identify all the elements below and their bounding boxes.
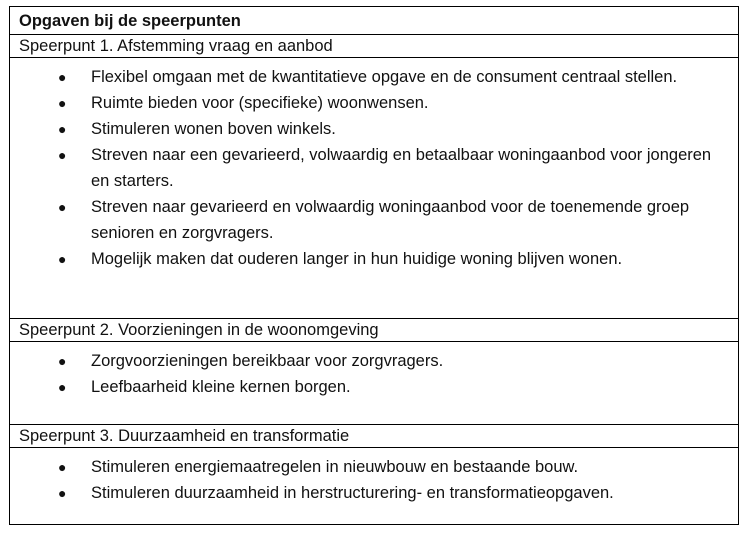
bullet-icon: ●: [58, 199, 67, 215]
list-item-text: Streven naar gevarieerd en volwaardig woningaanbod voor de toenemende groep senioren en zorgvragers.: [91, 198, 690, 242]
list-item: [10, 454, 738, 480]
bullet-icon: ●: [58, 353, 67, 369]
bullet-icon: ●: [58, 95, 67, 111]
bullet-icon: ●: [58, 69, 67, 85]
list-item-text: Mogelijk maken dat ouderen langer in hun huidige woning blijven wonen.: [91, 250, 623, 268]
list-item: [10, 142, 738, 194]
table-title: Opgaven bij de speerpunten: [10, 7, 738, 35]
bullet-icon: ●: [58, 459, 67, 475]
bullet-list-3: [10, 454, 738, 506]
list-item: [10, 374, 738, 400]
section-body-3: [10, 448, 738, 524]
bullet-icon: ●: [58, 379, 67, 395]
list-item: [10, 64, 738, 90]
list-item: [10, 348, 738, 374]
bullet-icon: ●: [58, 147, 67, 163]
list-item-text: Stimuleren wonen boven winkels.: [91, 120, 336, 138]
list-item-text: Leefbaarheid kleine kernen borgen.: [91, 378, 351, 396]
list-item-text: Ruimte bieden voor (specifieke) woonwensen.: [91, 94, 429, 112]
list-item: [10, 246, 738, 272]
list-item: [10, 116, 738, 142]
bullet-icon: ●: [58, 251, 67, 267]
bullet-icon: ●: [58, 485, 67, 501]
list-item-text: Streven naar een gevarieerd, volwaardig en betaalbaar woningaanbod voor jongeren en starters.: [91, 146, 712, 190]
section-body-1: [10, 58, 738, 319]
speerpunten-table: [9, 6, 739, 525]
bullet-list-2: [10, 348, 738, 400]
bullet-list-1: [10, 64, 738, 272]
section-body-2: [10, 342, 738, 425]
list-item-text: Flexibel omgaan met de kwantitatieve opgave en de consument centraal stellen.: [91, 68, 678, 86]
list-item-text: Stimuleren energiemaatregelen in nieuwbouw en bestaande bouw.: [91, 458, 579, 476]
list-item: [10, 194, 738, 246]
list-item: [10, 480, 738, 506]
list-item-text: Zorgvoorzieningen bereikbaar voor zorgvragers.: [91, 352, 444, 370]
list-item-text: Stimuleren duurzaamheid in herstructurering- en transformatieopgaven.: [91, 484, 614, 502]
section-heading-2: Speerpunt 2. Voorzieningen in de woonomgeving: [10, 319, 738, 342]
section-heading-3: Speerpunt 3. Duurzaamheid en transformatie: [10, 425, 738, 448]
section-heading-1: Speerpunt 1. Afstemming vraag en aanbod: [10, 35, 738, 58]
list-item: [10, 90, 738, 116]
bullet-icon: ●: [58, 121, 67, 137]
